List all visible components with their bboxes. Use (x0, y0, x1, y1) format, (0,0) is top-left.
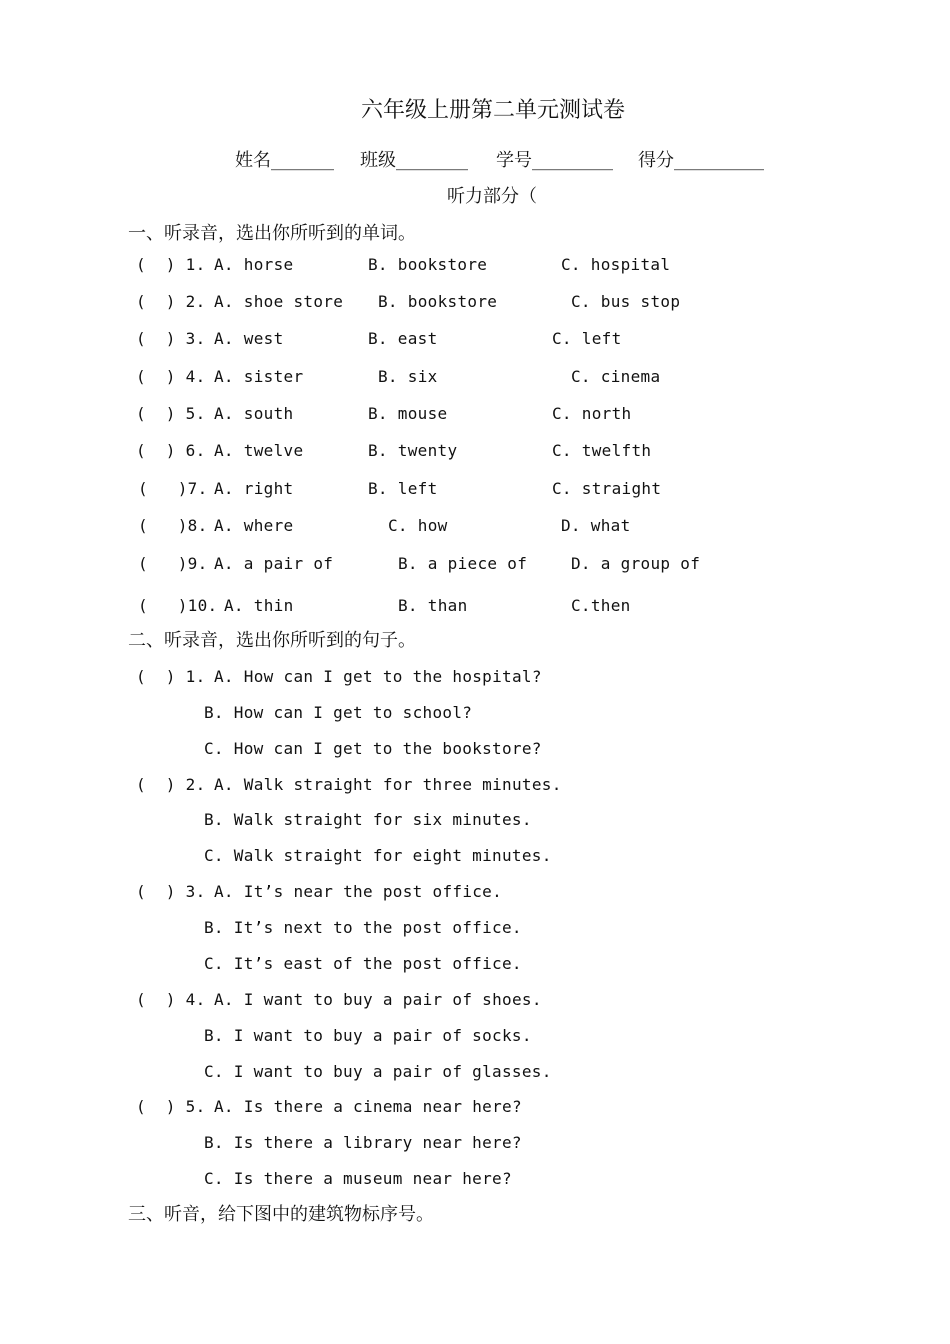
q2-3-option-a: A. It’s near the post office. (214, 882, 503, 901)
q2-3-option-c: C. It’s east of the post office. (204, 954, 522, 973)
q1-3-option-b: B. east (368, 329, 438, 348)
q1-3-number: ( ) 3. (136, 329, 206, 348)
q2-4-option-b: B. I want to buy a pair of socks. (204, 1026, 532, 1045)
q2-5-option-c: C. Is there a museum near here? (204, 1169, 512, 1188)
q1-8-option-a: A. where (214, 516, 294, 535)
q2-5-option-b: B. Is there a library near here? (204, 1133, 522, 1152)
part2-heading: 二、听录音，选出你所听到的句子。 (128, 630, 416, 651)
q2-1-option-a: A. How can I get to the hospital? (214, 667, 542, 686)
q1-10-option-c: C.then (571, 596, 631, 615)
q1-4-option-b: B. six (378, 367, 438, 386)
q1-1-number: ( ) 1. (136, 255, 206, 274)
q1-10-number: ( )10. (138, 596, 218, 615)
q2-3-number: ( ) 3. (136, 882, 206, 901)
q1-7-option-b: B. left (368, 479, 438, 498)
q2-2-option-c: C. Walk straight for eight minutes. (204, 846, 552, 865)
q1-6-option-a: A. twelve (214, 441, 304, 460)
q1-5-option-c: C. north (552, 404, 632, 423)
q1-4-option-c: C. cinema (571, 367, 661, 386)
q1-8-option-b: C. how (388, 516, 448, 535)
q2-5-option-a: A. Is there a cinema near here? (214, 1097, 522, 1116)
q2-4-option-c: C. I want to buy a pair of glasses. (204, 1062, 552, 1081)
q1-2-option-b: B. bookstore (378, 292, 498, 311)
number-field: 学号_________ (496, 150, 613, 171)
q1-8-option-c: D. what (561, 516, 631, 535)
q2-1-option-c: C. How can I get to the bookstore? (204, 739, 542, 758)
q1-6-option-c: C. twelfth (552, 441, 652, 460)
page-title: 六年级上册第二单元测试卷 (361, 98, 626, 123)
q1-4-option-a: A. sister (214, 367, 304, 386)
q1-7-option-a: A. right (214, 479, 294, 498)
q2-4-number: ( ) 4. (136, 990, 206, 1009)
q1-9-number: ( )9. (138, 554, 208, 573)
q1-5-number: ( ) 5. (136, 404, 206, 423)
q2-3-option-b: B. It’s next to the post office. (204, 918, 522, 937)
q1-9-option-a: A. a pair of (214, 554, 334, 573)
q1-3-option-c: C. left (552, 329, 622, 348)
q1-2-number: ( ) 2. (136, 292, 206, 311)
q1-2-option-c: C. bus stop (571, 292, 681, 311)
q1-9-option-b: B. a piece of (398, 554, 528, 573)
q1-9-option-c: D. a group of (571, 554, 701, 573)
q2-1-option-b: B. How can I get to school? (204, 703, 473, 722)
part3-heading: 三、听音，给下图中的建筑物标序号。 (128, 1204, 434, 1225)
part1-heading: 一、听录音，选出你所听到的单词。 (128, 223, 416, 244)
q1-5-option-b: B. mouse (368, 404, 448, 423)
q1-2-option-a: A. shoe store (214, 292, 344, 311)
q2-5-number: ( ) 5. (136, 1097, 206, 1116)
q1-1-option-b: B. bookstore (368, 255, 488, 274)
q1-4-number: ( ) 4. (136, 367, 206, 386)
q1-7-option-c: C. straight (552, 479, 662, 498)
q1-10-option-a: A. thin (224, 596, 294, 615)
q2-2-number: ( ) 2. (136, 775, 206, 794)
q1-5-option-a: A. south (214, 404, 294, 423)
q1-7-number: ( )7. (138, 479, 208, 498)
q2-2-option-a: A. Walk straight for three minutes. (214, 775, 562, 794)
q1-1-option-a: A. horse (214, 255, 294, 274)
q1-3-option-a: A. west (214, 329, 284, 348)
q1-1-option-c: C. hospital (561, 255, 671, 274)
q1-8-number: ( )8. (138, 516, 208, 535)
q2-1-number: ( ) 1. (136, 667, 206, 686)
section-label: 听力部分（ (447, 186, 537, 207)
q2-4-option-a: A. I want to buy a pair of shoes. (214, 990, 542, 1009)
score-field: 得分__________ (638, 150, 764, 171)
name-field: 姓名_______ (235, 150, 334, 171)
q2-2-option-b: B. Walk straight for six minutes. (204, 810, 532, 829)
q1-6-option-b: B. twenty (368, 441, 458, 460)
class-field: 班级________ (360, 150, 468, 171)
q1-6-number: ( ) 6. (136, 441, 206, 460)
q1-10-option-b: B. than (398, 596, 468, 615)
